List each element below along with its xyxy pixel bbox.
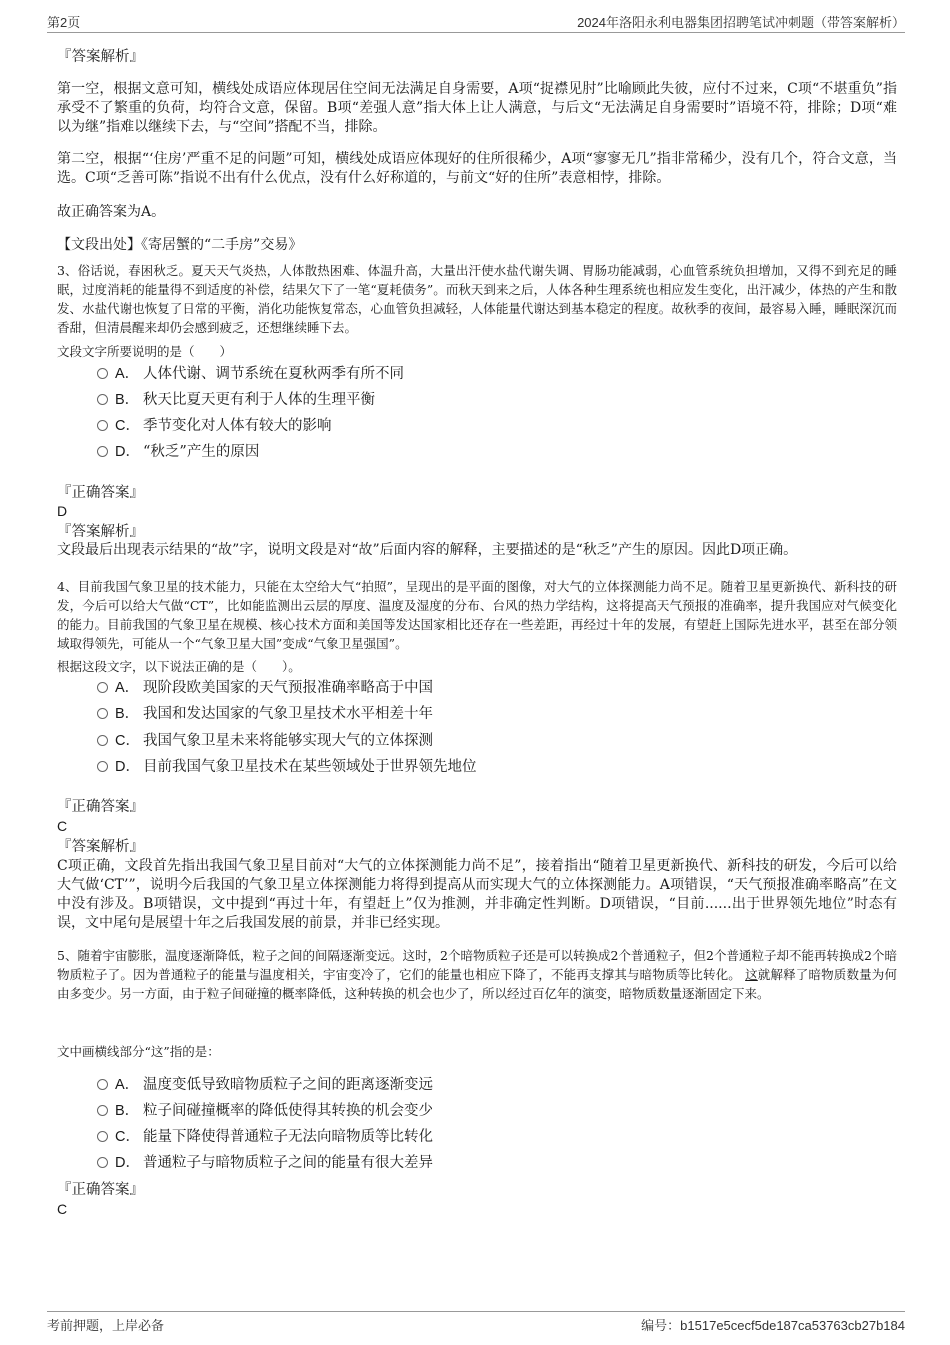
prev-analysis-label: 『答案解析』 bbox=[57, 49, 144, 65]
q5-option-c[interactable]: C． 能量下降使得普通粒子无法向暗物质等比转化 bbox=[97, 1127, 433, 1147]
q4-stem: 根据这段文字，以下说法正确的是（ ）。 bbox=[57, 659, 301, 674]
q4-analysis-label: 『答案解析』 bbox=[57, 839, 144, 855]
q5-option-a[interactable]: A． 温度变低导致暗物质粒子之间的距离逐渐变远 bbox=[97, 1075, 433, 1095]
q4-option-d[interactable]: D． 目前我国气象卫星技术在某些领域处于世界领先地位 bbox=[97, 757, 477, 777]
q3-analysis-label: 『答案解析』 bbox=[57, 524, 144, 540]
radio-icon[interactable] bbox=[97, 1079, 108, 1090]
page-footer bbox=[47, 1315, 905, 1333]
q5-underlined-word: 这 bbox=[745, 967, 758, 982]
q5-option-d[interactable]: D． 普通粒子与暗物质粒子之间的能量有很大差异 bbox=[97, 1153, 433, 1173]
q4-analysis: C项正确，文段首先指出我国气象卫星目前对“大气的立体探测能力尚不足”，接着指出“随着卫星更新换代、新科技的研发，今后可以给大气做‘CT’”，说明今后我国的气象卫星立体探测能力将得到提高从而实现大气的立体探测能力。A项错误，“天气预报准确率略高”在文中没有涉及。B项错误，文中提到“再过十年，有望赶上”仅为推测，并非确定性判断。D项错误，“目前......出于世界领先地位”时态有误，文中尾句是展望十年之后我国发展的前景，并非已经实现。 bbox=[57, 858, 897, 931]
q3-option-a[interactable]: A． 人体代谢、调节系统在夏秋两季有所不同 bbox=[97, 364, 404, 384]
page-header bbox=[47, 12, 905, 32]
prev-analysis-paragraph-2: 第二空，根据“‘住房’严重不足的问题”可知，横线处成语应体现好的住所很稀少，A项“寥寥无几”指非常稀少，没有几个，符合文意，当选。C项“乏善可陈”指说不出有什么优点，没有什么好称道的，与前文“好的住所”表意相悖，排除。 bbox=[57, 151, 897, 186]
radio-icon[interactable] bbox=[97, 761, 108, 772]
q5-passage: 5、随着宇宙膨胀，温度逐渐降低，粒子之间的间隔逐渐变远。这时，2个暗物质粒子还是可以转换成2个普通粒子，但2个普通粒子却不能再转换成2个暗物质粒子了。因为普通粒子的能量与温度相关，宇宙变冷了，它们的能量也相应下降了，不能再支撑其与暗物质等比转化。 这就解释了暗物质数量为何由多变少。另一方面，由于粒子间碰撞的概率降低，这种转换的机会也少了，所以经过百亿年的演变，暗物质数量逐渐固定下来。 bbox=[57, 948, 897, 1001]
q3-stem: 文段文字所要说明的是（ ） bbox=[57, 344, 233, 359]
q5-answer-label: 『正确答案』 bbox=[57, 1182, 144, 1198]
q3-option-c[interactable]: C． 季节变化对人体有较大的影响 bbox=[97, 416, 332, 436]
footer-slogan: 考前押题，上岸必备 bbox=[47, 1318, 165, 1333]
radio-icon[interactable] bbox=[97, 1105, 108, 1116]
header-divider bbox=[47, 32, 905, 33]
radio-icon[interactable] bbox=[97, 1131, 108, 1142]
radio-icon[interactable] bbox=[97, 394, 108, 405]
radio-icon[interactable] bbox=[97, 735, 108, 746]
radio-icon[interactable] bbox=[97, 682, 108, 693]
q3-option-b[interactable]: B． 秋天比夏天更有利于人体的生理平衡 bbox=[97, 390, 375, 410]
prev-conclusion: 故正确答案为A。 bbox=[57, 204, 166, 220]
q4-passage: 4、目前我国气象卫星的技术能力，只能在太空给大气“拍照”，呈现出的是平面的图像，对大气的立体探测能力尚不足。随着卫星更新换代、新科技的研发，今后可以给大气做“CT”，比如能监测出云层的厚度、温度及湿度的分布、台风的热力学结构，这将提高天气预报的准确率，提升我国应对气候变化的能力。目前我国的气象卫星在规模、核心技术方面和美国等发达国家相比还存在一些差距，再经过十年的发展，有望赶上国际先进水平，甚至在部分领域取得领先，可能从一个“气象卫星大国”变成“气象卫星强国”。 bbox=[57, 579, 897, 651]
radio-icon[interactable] bbox=[97, 1157, 108, 1168]
radio-icon[interactable] bbox=[97, 420, 108, 431]
q5-stem: 文中画横线部分“这”指的是： bbox=[57, 1044, 220, 1059]
q4-answer-label: 『正确答案』 bbox=[57, 799, 144, 815]
document-title: 2024年洛阳永利电器集团招聘笔试冲刺题（带答案解析） bbox=[577, 15, 905, 30]
prev-analysis-paragraph-1: 第一空，根据文意可知，横线处成语应体现居住空间无法满足自身需要，A项“捉襟见肘”比喻顾此失彼，应付不过来，C项“不堪重负”指承受不了繁重的负荷，均符合文意，保留。B项“差强人意”指大体上让人满意，与后文“无法满足自身需要时”语境不符，排除；D项“难以为继”指难以继续下去，与“空间”搭配不当，排除。 bbox=[57, 81, 897, 135]
q3-answer: D bbox=[57, 503, 68, 519]
q4-option-c[interactable]: C． 我国气象卫星未来将能够实现大气的立体探测 bbox=[97, 731, 433, 751]
radio-icon[interactable] bbox=[97, 368, 108, 379]
radio-icon[interactable] bbox=[97, 708, 108, 719]
q5-option-b[interactable]: B． 粒子间碰撞概率的降低使得其转换的机会变少 bbox=[97, 1101, 433, 1121]
prev-source: 【文段出处】《寄居蟹的“二手房”交易》 bbox=[57, 237, 303, 253]
q3-answer-label: 『正确答案』 bbox=[57, 485, 144, 501]
radio-icon[interactable] bbox=[97, 446, 108, 457]
q5-answer: C bbox=[57, 1201, 68, 1217]
footer-code: 编号：b1517e5cecf5de187ca53763cb27b184 bbox=[641, 1318, 905, 1333]
q4-option-b[interactable]: B． 我国和发达国家的气象卫星技术水平相差十年 bbox=[97, 704, 433, 724]
q4-answer: C bbox=[57, 818, 68, 834]
footer-divider bbox=[47, 1311, 905, 1312]
q3-option-d[interactable]: D． “秋乏”产生的原因 bbox=[97, 442, 259, 462]
q3-passage: 3、俗话说，春困秋乏。夏天天气炎热，人体散热困难、体温升高，大量出汗使水盐代谢失调、胃肠功能减弱，心血管系统负担增加，又得不到充足的睡眠，过度消耗的能量得不到适度的补偿，结果欠下了一笔“夏耗债务”。而秋天到来之后，人体各种生理系统也相应发生变化，出汗减少，体热的产生和散发、水盐代谢也恢复了日常的平衡，消化功能恢复常态，心血管负担减轻，人体能量代谢达到基本稳定的程度。故秋季的夜间，最容易入睡，睡眠深沉而香甜，但清晨醒来却仍会感到疲乏，还想继续睡下去。 bbox=[57, 263, 897, 335]
q3-analysis: 文段最后出现表示结果的“故”字，说明文段是对“故”后面内容的解释，主要描述的是“秋乏”产生的原因。因此D项正确。 bbox=[57, 542, 798, 558]
q4-option-a[interactable]: A． 现阶段欧美国家的天气预报准确率略高于中国 bbox=[97, 678, 433, 698]
page-number: 第2页 bbox=[47, 15, 81, 30]
